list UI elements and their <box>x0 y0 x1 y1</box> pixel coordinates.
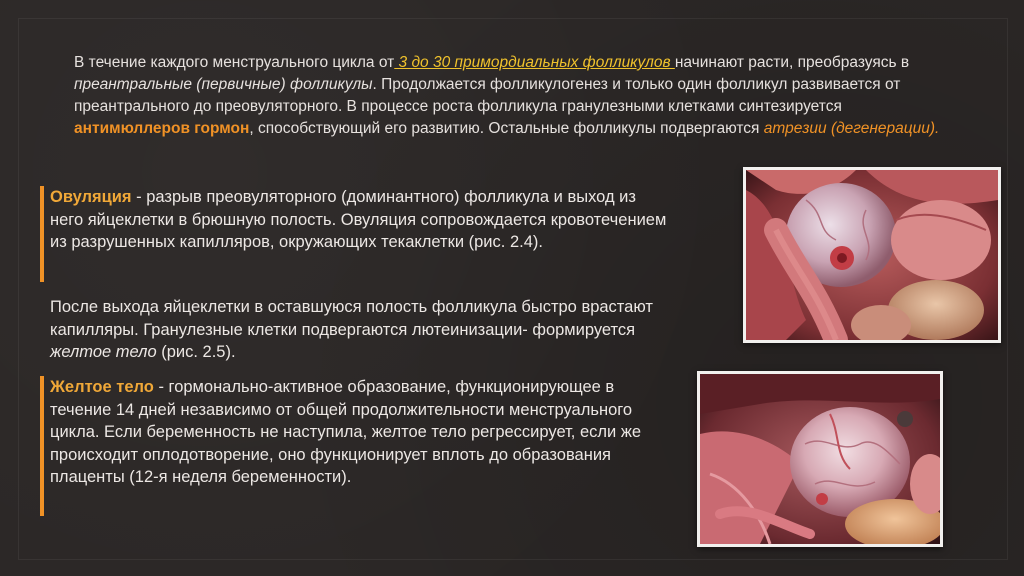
amh-term: антимюллеров гормон <box>74 120 250 137</box>
corpus-text: - гормонально-активное образование, функционирующее в течение 14 дней независимо от общей продолжительности менструального цикла. Если беременность не наступила, желтое тело регрессирует, если же происходит оплодотворение, оно функционирует вплоть до образования плаценты (12-я неделя беременности). <box>50 378 642 486</box>
preantral-term: преантральные (первичные) фолликулы <box>74 76 373 93</box>
follicle-count-link[interactable]: 3 до 30 примордиальных фолликулов <box>394 54 675 71</box>
after-ovulation-paragraph <box>50 296 670 364</box>
ovulation-accent-bar <box>40 186 44 282</box>
ovulation-photo-image <box>746 170 998 340</box>
intro-text-2: начинают расти, преобразуясь в <box>674 54 910 71</box>
ovulation-photo <box>743 167 1001 343</box>
after-text-1: После выхода яйцеклетки в оставшуюся полость фолликула быстро врастают капилляры. Гранулезные клетки подвергаются лютеинизации- формируется <box>50 298 653 339</box>
intro-paragraph <box>74 52 954 140</box>
corpus-luteum-photo-image <box>700 374 940 544</box>
intro-text-4: , способствующий его развитию. Остальные фолликулы подвергаются <box>249 120 764 137</box>
ovulation-paragraph <box>50 186 670 254</box>
ovulation-term: Овуляция <box>50 188 132 206</box>
atresia-term: атрезии (дегенерации). <box>763 120 940 137</box>
ovulation-text: - разрыв преовуляторного (доминантного) фолликула и выход из него яйцеклетки в брюшную полость. Овуляция сопровождается кровотечением из разрушенных капилляров, окружающих текаклетки (рис. 2.4). <box>50 188 667 251</box>
corpus-luteum-paragraph <box>50 376 670 489</box>
intro-text-3: . Продолжается фолликулогенез и только один фолликул развивается от преантрального до преовуляторного. В процессе роста фолликула гранулезными клетками синтезируется <box>74 76 901 115</box>
intro-text-1: В течение каждого менструального цикла от <box>74 54 395 71</box>
corpus-luteum-italic: желтое тело <box>50 343 157 361</box>
after-text-2: (рис. 2.5). <box>156 343 236 361</box>
corpus-luteum-term: Желтое тело <box>50 378 154 396</box>
corpus-luteum-photo <box>697 371 943 547</box>
corpus-accent-bar <box>40 376 44 516</box>
